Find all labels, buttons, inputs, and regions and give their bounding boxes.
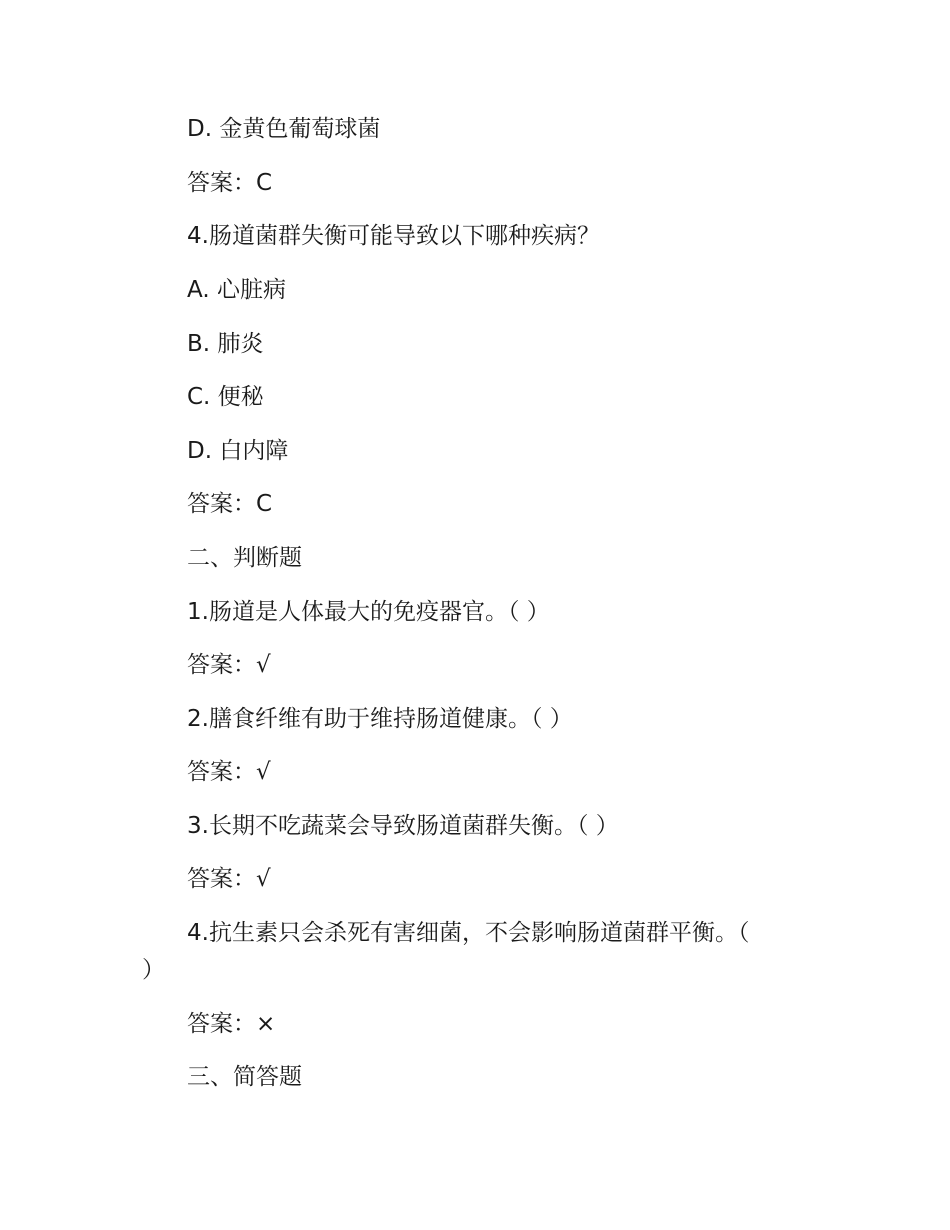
- tf-question-2: 2.膳食纤维有助于维持肠道健康。（ ）: [187, 706, 573, 732]
- tf-question-1: 1.肠道是人体最大的免疫器官。（ ）: [187, 599, 550, 625]
- tf-answer-2: 答案：√: [187, 759, 271, 785]
- answer-q3: 答案：C: [187, 170, 273, 196]
- answer-q4: 答案：C: [187, 491, 273, 517]
- tf-answer-1: 答案：√: [187, 652, 271, 678]
- option-b-pneumonia: B. 肺炎: [187, 331, 264, 357]
- option-d-cataract: D. 白内障: [187, 438, 289, 464]
- tf-answer-4: 答案：×: [187, 1011, 276, 1037]
- option-a-heart-disease: A. 心脏病: [187, 277, 286, 303]
- tf-question-4-continuation: ）: [142, 957, 165, 983]
- section-true-false-heading: 二、判断题: [187, 545, 302, 571]
- option-d-staphylococcus: D. 金黄色葡萄球菌: [187, 116, 381, 142]
- option-c-constipation: C. 便秘: [187, 384, 264, 410]
- tf-question-4: 4.抗生素只会杀死有害细菌，不会影响肠道菌群平衡。（: [187, 920, 750, 946]
- section-short-answer-heading: 三、简答题: [187, 1064, 302, 1090]
- question-4: 4.肠道菌群失衡可能导致以下哪种疾病？: [187, 223, 600, 249]
- tf-answer-3: 答案：√: [187, 866, 271, 892]
- tf-question-3: 3.长期不吃蔬菜会导致肠道菌群失衡。（ ）: [187, 813, 619, 839]
